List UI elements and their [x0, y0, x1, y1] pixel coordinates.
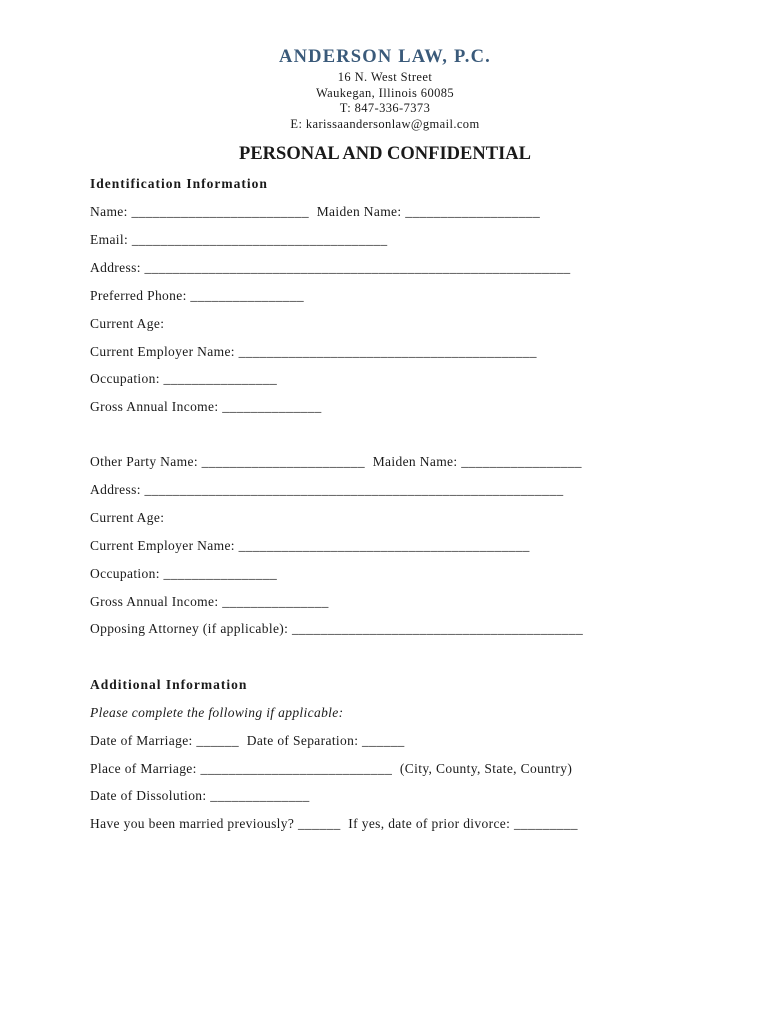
other-party-employer-field[interactable]: Current Employer Name: _________________________________________: [90, 538, 530, 553]
current-employer-field[interactable]: Current Employer Name: __________________________________________: [90, 344, 537, 359]
preferred-phone-field[interactable]: Preferred Phone: ________________: [90, 288, 305, 303]
document-title: PERSONAL AND CONFIDENTIAL: [239, 144, 531, 164]
name-field[interactable]: Name: _________________________: [90, 204, 309, 219]
additional-heading: Additional Information: [90, 677, 248, 692]
email-field[interactable]: Email: ____________________________________: [90, 232, 388, 247]
current-age-field[interactable]: Current Age:: [90, 316, 165, 331]
firm-phone: T: 847-336-7373: [339, 101, 431, 115]
opposing-attorney-field[interactable]: Opposing Attorney (if applicable): _________________________________________: [90, 621, 584, 636]
date-of-marriage-field[interactable]: Date of Marriage: ______: [90, 733, 239, 748]
occupation-field[interactable]: Occupation: ________________: [90, 371, 278, 386]
name-row: [90, 203, 540, 221]
prior-divorce-date-field[interactable]: If yes, date of prior divorce: _________: [348, 816, 578, 831]
maiden-name-field[interactable]: Maiden Name: ___________________: [316, 204, 541, 219]
place-of-marriage-row: [90, 760, 572, 778]
letterhead: [0, 44, 770, 132]
firm-email: E: karissaandersonlaw@gmail.com: [290, 116, 480, 131]
gross-income-field[interactable]: Gross Annual Income: ______________: [90, 399, 322, 414]
place-of-marriage-hint: (City, County, State, Country): [399, 761, 573, 776]
other-party-occupation-field[interactable]: Occupation: ________________: [90, 566, 278, 581]
date-of-dissolution-field[interactable]: Date of Dissolution: ______________: [90, 788, 310, 803]
address-field[interactable]: Address: ____________________________________________________________: [90, 260, 571, 275]
additional-instructions: Please complete the following if applicable:: [90, 705, 344, 720]
other-party-name-field[interactable]: Other Party Name: _______________________: [90, 454, 365, 469]
previous-marriage-row: [90, 815, 578, 833]
place-of-marriage-field[interactable]: Place of Marriage: ___________________________: [90, 761, 393, 776]
married-previously-field[interactable]: Have you been married previously? ______: [90, 816, 341, 831]
marriage-dates-row: [90, 732, 405, 750]
firm-city: Waukegan, Illinois 60085: [315, 85, 455, 100]
identification-heading: Identification Information: [90, 176, 268, 191]
other-party-name-row: [90, 453, 582, 471]
other-party-maiden-name-field[interactable]: Maiden Name: _________________: [372, 454, 582, 469]
other-party-gross-income-field[interactable]: Gross Annual Income: _______________: [90, 594, 329, 609]
firm-street: 16 N. West Street: [337, 70, 433, 84]
firm-name: ANDERSON LAW, P.C.: [279, 47, 491, 67]
other-party-age-field[interactable]: Current Age:: [90, 510, 165, 525]
date-of-separation-field[interactable]: Date of Separation: ______: [246, 733, 405, 748]
other-party-address-field[interactable]: Address: ___________________________________________________________: [90, 482, 564, 497]
